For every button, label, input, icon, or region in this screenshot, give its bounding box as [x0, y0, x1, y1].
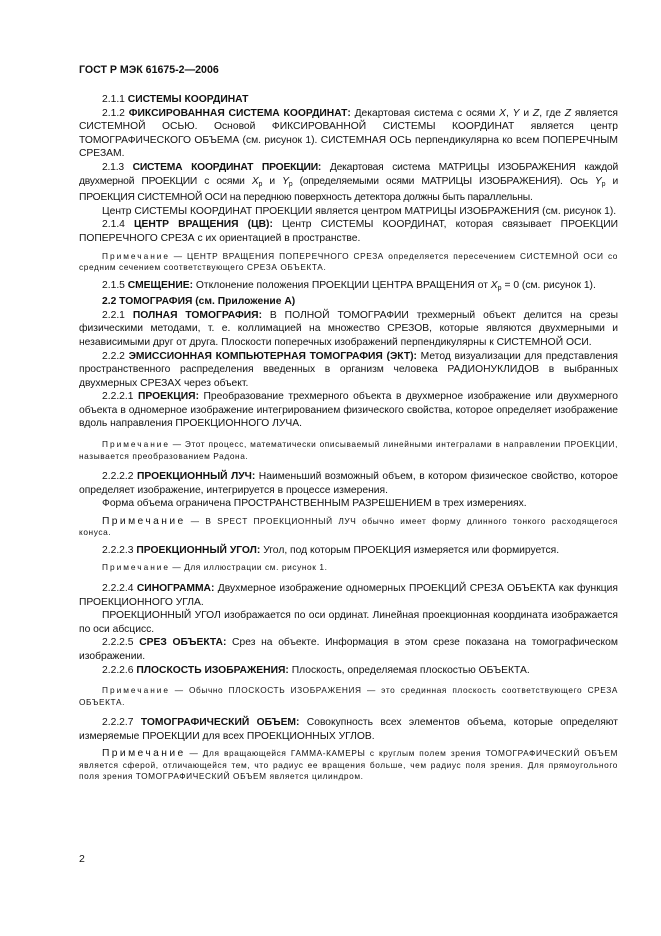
term: ПРОЕКЦИЯ:	[137, 391, 200, 403]
term: СИСТЕМА КООРДИНАТ ПРОЕКЦИИ:	[132, 161, 322, 173]
term: ЭМИССИОННАЯ КОМПЬЮТЕРНАЯ ТОМОГРАФИЯ (ЭКТ):	[128, 350, 417, 362]
clause-2-2-2-7: 2.2.2.7 ТОМОГРАФИЧЕСКИЙ ОБЪЕМ: Совокупность всех элементов объема, которые определяют измеряемые ПРОЕКЦИИ для всех ПРОЕКЦИОННЫХ УГЛОВ.	[79, 717, 618, 742]
clause-2-1-3-continued: Центр СИСТЕМЫ КООРДИНАТ ПРОЕКЦИИ является центром МАТРИЦЫ ИЗОБРАЖЕНИЯ (см. рисунок 1).	[102, 205, 617, 217]
clause-2-2-2-3: 2.2.2.3 ПРОЕКЦИОННЫЙ УГОЛ: Угол, под которым ПРОЕКЦИЯ измеряется или формируется.	[102, 544, 560, 556]
term: ФИКСИРОВАННАЯ СИСТЕМА КООРДИНАТ:	[128, 107, 351, 119]
document-header: ГОСТ Р МЭК 61675-2—2006	[79, 64, 219, 76]
note-3: Примечание — В SPECT ПРОЕКЦИОННЫЙ ЛУЧ обычно имеет форму длинного тонкого расходящегося конуса.	[79, 515, 618, 538]
clause-2-2-2-1: 2.2.2.1 ПРОЕКЦИЯ: Преобразование трехмерного объекта в двухмерное изображение или двухмерного объекта в одномерное изображение интегрированием физического свойства, которое определяет изображение вдоль направления ПРОЕКЦИОННОГО ЛУЧА.	[79, 391, 618, 430]
term: СРЕЗ ОБЪЕКТА:	[139, 637, 227, 649]
term: СИСТЕМЫ КООРДИНАТ	[127, 94, 249, 105]
term: ПРОЕКЦИОННЫЙ ЛУЧ:	[136, 471, 256, 483]
clause-2-1-2: 2.1.2 ФИКСИРОВАННАЯ СИСТЕМА КООРДИНАТ: Декартовая система с осями X, Y и Z, где Z является СИСТЕМНОЙ ОСЬЮ. Основой ФИКСИРОВАННОЙ СИСТЕМЫ КООРДИНАТ является центр ТОМОГРАФИЧЕСКОГО ОБЪЕМА (см. рисунок 1). СИСТЕМНАЯ ОСЬ перпендикулярна ко всем ПОПЕРЕЧНЫМ СРЕЗАМ.	[79, 107, 618, 160]
term: СМЕЩЕНИЕ:	[127, 279, 194, 291]
term: ПЛОСКОСТЬ ИЗОБРАЖЕНИЯ:	[136, 664, 289, 676]
term: СИНОГРАММА:	[136, 582, 215, 594]
clause-2-1-3: 2.1.3 СИСТЕМА КООРДИНАТ ПРОЕКЦИИ: Декартовая система МАТРИЦЫ ИЗОБРАЖЕНИЯ каждой двухмерной ПРОЕКЦИИ с осями $X_p$ и $Y_p$ (определяемыми осями МАТРИЦЫ ИЗОБРАЖЕНИЯ). Ось $Y_p$ и ПРОЕКЦИЯ СИСТЕМНОЙ ОСИ на переднюю поверхность детектора должны быть параллельны.	[79, 161, 619, 204]
term: ЦЕНТР ВРАЩЕНИЯ (ЦВ):	[134, 219, 273, 231]
clause-2-2-2-4: 2.2.2.4 СИНОГРАММА: Двухмерное изображение одномерных ПРОЕКЦИЙ СРЕЗА ОБЪЕКТА как функция ПРОЕКЦИОННОГО УГЛА.	[79, 582, 618, 608]
note-1: Примечание — ЦЕНТР ВРАЩЕНИЯ ПОПЕРЕЧНОГО СРЕЗА определяется пересечением СИСТЕМНОЙ ОСИ со средним сечением соответствующего СРЕЗА ОБЪЕКТА.	[79, 250, 618, 273]
clause-2-2-1: 2.2.1 ПОЛНАЯ ТОМОГРАФИЯ: В ПОЛНОЙ ТОМОГРАФИИ трехмерный объект делится на срезы физическими методами, т. е. коллимацией на множество СРЕЗОВ, которые являются двухмерными и независимыми друг от друга. Плоскости поперечных изображений перпендикулярны к СИСТЕМНОЙ ОСИ.	[79, 309, 618, 348]
clause-2-2-2-6: 2.2.2.6 ПЛОСКОСТЬ ИЗОБРАЖЕНИЯ: Плоскость, определяемая плоскостью ОБЪЕКТА.	[102, 664, 530, 676]
document-body	[79, 93, 618, 783]
note-2: Примечание — Этот процесс, математически описываемый линейными интегралами в направлении ПРОЕКЦИИ, называется преобразованием Радона.	[79, 439, 619, 461]
clause-2-2-2: 2.2.2 ЭМИССИОННАЯ КОМПЬЮТЕРНАЯ ТОМОГРАФИЯ (ЭКТ): Метод визуализации для представления пространственного распределения введенных в организм человека РАДИОНУКЛИДОВ в выбранных двухмерных СРЕЗАХ через объект.	[79, 350, 618, 389]
clause-2-1-1: 2.1.1 СИСТЕМЫ КООРДИНАТ	[102, 94, 249, 105]
clause-2-1-4: 2.1.4 ЦЕНТР ВРАЩЕНИЯ (ЦВ): Центр СИСТЕМЫ КООРДИНАТ, которая связывает ПРОЕКЦИИ ПОПЕРЕЧНОГО СРЕЗА с их ориентацией в пространстве.	[79, 219, 618, 244]
page-number: 2	[79, 853, 85, 865]
section-2-2-title: 2.2 ТОМОГРАФИЯ (см. Приложение А)	[102, 296, 296, 308]
note-4: Примечание — Для иллюстрации см. рисунок 1.	[102, 562, 328, 573]
clause-2-2-2-5: 2.2.2.5 СРЕЗ ОБЪЕКТА: Срез на объекте. Информация в этом срезе показана на томографическом изображении.	[79, 637, 618, 662]
term: ТОМОГРАФИЧЕСКИЙ ОБЪЕМ:	[140, 717, 300, 729]
term: ПОЛНАЯ ТОМОГРАФИЯ:	[132, 309, 262, 321]
clause-2-2-2-2-continued: Форма объема ограничена ПРОСТРАНСТВЕННЫМ РАЗРЕШЕНИЕМ в трех измерениях.	[102, 498, 527, 510]
term: ПРОЕКЦИОННЫЙ УГОЛ:	[136, 544, 261, 556]
note-5: Примечание — Обычно ПЛОСКОСТЬ ИЗОБРАЖЕНИЯ — это срединная плоскость соответствующего СРЕЗА ОБЪЕКТА.	[79, 685, 618, 707]
clause-2-1-5: 2.1.5 СМЕЩЕНИЕ: Отклонение положения ПРОЕКЦИИ ЦЕНТРА ВРАЩЕНИЯ от $X_p = 0$ (см. рисунок 1).	[102, 279, 596, 292]
clause-2-2-2-2: 2.2.2.2 ПРОЕКЦИОННЫЙ ЛУЧ: Наименьший возможный объем, в котором физическое свойство, которое определяет изображение, интегрируется в процессе измерения.	[79, 471, 618, 496]
clause-2-2-2-4-continued: ПРОЕКЦИОННЫЙ УГОЛ изображается по оси ординат. Линейная проекционная координата изображается по оси абсцисс.	[79, 610, 618, 635]
note-6: Примечание — Для вращающейся ГАММА-КАМЕРЫ с круглым полем зрения ТОМОГРАФИЧЕСКИЙ ОБЪЕМ является сферой, отличающейся тем, что радиус ее вращения больше, чем радиус поля зрения. Для прямоугольного поля зрения ТОМОГРАФИЧЕСКИЙ ОБЪЕМ является цилиндром.	[79, 748, 618, 782]
